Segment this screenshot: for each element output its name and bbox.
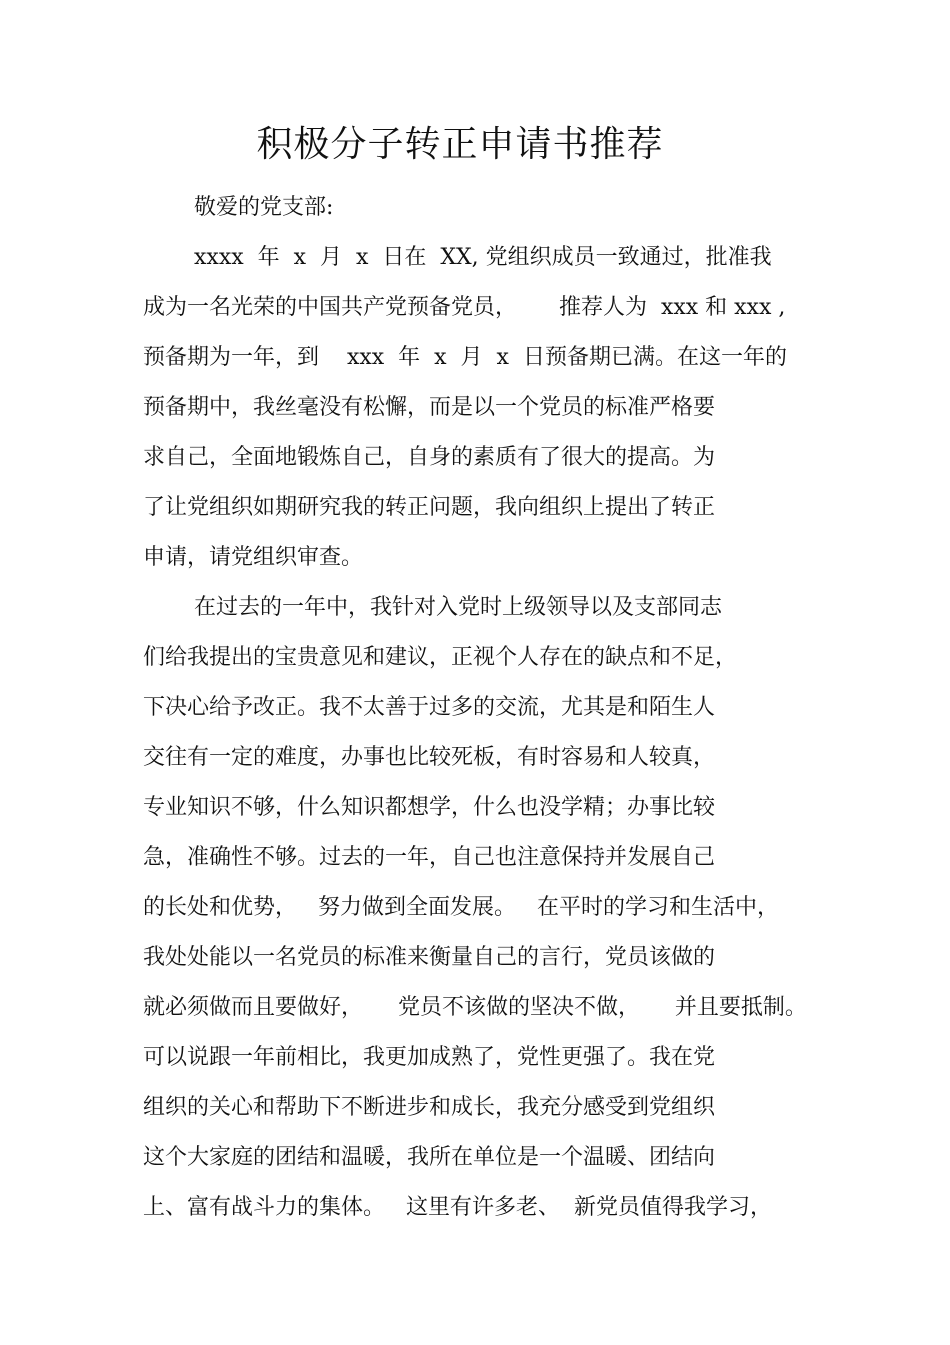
paragraph-line: 求自己，全面地锻炼自己，自身的素质有了很大的提高。为 [143,445,716,470]
paragraph-line: 了让党组织如期研究我的转正问题，我向组织上提出了转正 [143,495,716,520]
paragraph-line: 成为一名光荣的中国共产党预备党员， 推荐人为 xxx 和 xxx , [143,295,786,320]
paragraph-line: 专业知识不够，什么知识都想学，什么也没学精；办事比较 [143,795,716,820]
paragraph-line: 组织的关心和帮助下不断进步和成长，我充分感受到党组织 [143,1095,716,1120]
paragraph-line: 上、富有战斗力的集体。 这里有许多老、 新党员值得我学习， [143,1195,772,1220]
paragraph-line: 申请，请党组织审查。 [143,545,364,570]
paragraph-line: 就必须做而且要做好， 党员不该做的坚决不做， 并且要抵制。 [143,995,807,1020]
paragraph-line: 预备期中，我丝毫没有松懈，而是以一个党员的标准严格要 [143,395,716,420]
paragraph-line: 的长处和优势， 努力做到全面发展。 在平时的学习和生活中， [143,895,779,920]
paragraph-line: 在过去的一年中，我针对入党时上级领导以及支部同志 [194,595,723,620]
paragraph-line: 急，准确性不够。过去的一年，自己也注意保持并发展自己 [143,845,716,870]
paragraph-line: 们给我提出的宝贵意见和建议，正视个人存在的缺点和不足， [143,645,738,670]
paragraph-line: 可以说跟一年前相比，我更加成熟了，党性更强了。我在党 [143,1045,716,1070]
paragraph-line: 预备期为一年，到 xxx 年 x 月 x 日预备期已满。在这一年的 [143,345,787,370]
salutation: 敬爱的党支部: [194,195,334,220]
paragraph-line: 下决心给予改正。我不太善于过多的交流，尤其是和陌生人 [143,695,716,720]
paragraph-line: 交往有一定的难度，办事也比较死板，有时容易和人较真， [143,745,716,770]
paragraph-line: 这个大家庭的团结和温暖，我所在单位是一个温暖、团结向 [143,1145,716,1170]
document-title: 积极分子转正申请书推荐 [256,124,664,165]
paragraph-line: 我处处能以一名党员的标准来衡量自己的言行，党员该做的 [143,945,716,970]
paragraph-line: xxxx 年 x 月 x 日在 XX, 党组织成员一致通过，批准我 [194,245,772,270]
